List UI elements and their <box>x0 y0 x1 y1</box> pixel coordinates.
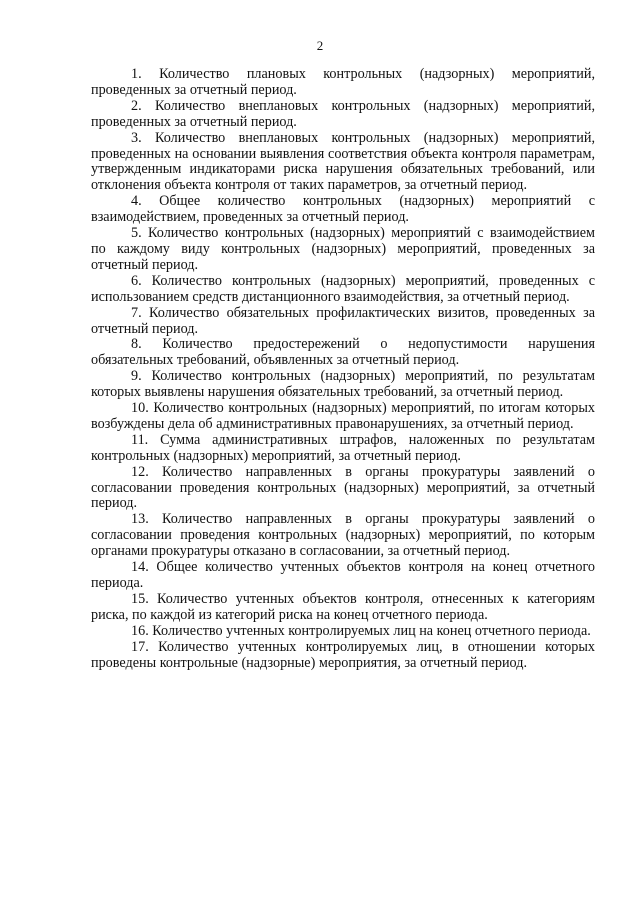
list-item: 9. Количество контрольных (надзорных) мероприятий, по результатам которых выявлены нарушения обязательных требований, за отчетный период. <box>91 368 595 401</box>
list-item: 5. Количество контрольных (надзорных) мероприятий с взаимодействием по каждому виду контрольных (надзорных) мероприятий, проведенных за отчетный период. <box>91 225 595 273</box>
list-item: 2. Количество внеплановых контрольных (надзорных) мероприятий, проведенных за отчетный период. <box>91 97 595 130</box>
list-item: 3. Количество внеплановых контрольных (надзорных) мероприятий, проведенных на основании выявления соответствия объекта контроля параметрам, утвержденным индикаторами риска нарушения обязательных требований, или отклонения объекта контроля от таких параметров, за отчетный период. <box>91 129 595 194</box>
list-item: 7. Количество обязательных профилактических визитов, проведенных за отчетный период. <box>91 304 595 337</box>
list-item: 15. Количество учтенных объектов контроля, отнесенных к категориям риска, по каждой из категорий риска на конец отчетного периода. <box>91 590 595 623</box>
list-item: 1. Количество плановых контрольных (надзорных) мероприятий, проведенных за отчетный период. <box>91 66 595 98</box>
list-item: 11. Сумма административных штрафов, наложенных по результатам контрольных (надзорных) мероприятий, за отчетный период. <box>91 431 595 464</box>
list-item: 13. Количество направленных в органы прокуратуры заявлений о согласовании проведения контрольных (надзорных) мероприятий, по которым органами прокуратуры отказано в согласовании, за отчетный период. <box>91 511 595 560</box>
list-item: 14. Общее количество учтенных объектов контроля на конец отчетного периода. <box>91 559 595 591</box>
list-item: 6. Количество контрольных (надзорных) мероприятий, проведенных с использованием средств дистанционного взаимодействия, за отчетный период. <box>91 272 595 305</box>
list-item: 10. Количество контрольных (надзорных) мероприятий, по итогам которых возбуждены дела об административных правонарушениях, за отчетный период. <box>91 400 595 432</box>
document-body <box>91 67 595 671</box>
page-number: 2 <box>316 38 324 53</box>
list-item: 16. Количество учтенных контролируемых лиц на конец отчетного периода. <box>131 622 591 639</box>
list-item: 12. Количество направленных в органы прокуратуры заявлений о согласовании проведения контрольных (надзорных) мероприятий, за отчетный период. <box>91 463 595 512</box>
list-item: 4. Общее количество контрольных (надзорных) мероприятий с взаимодействием, проведенных за отчетный период. <box>91 193 595 226</box>
list-item: 17. Количество учтенных контролируемых лиц, в отношении которых проведены контрольные (надзорные) мероприятия, за отчетный период. <box>91 638 595 671</box>
list-item: 8. Количество предостережений о недопустимости нарушения обязательных требований, объявленных за отчетный период. <box>91 336 595 369</box>
